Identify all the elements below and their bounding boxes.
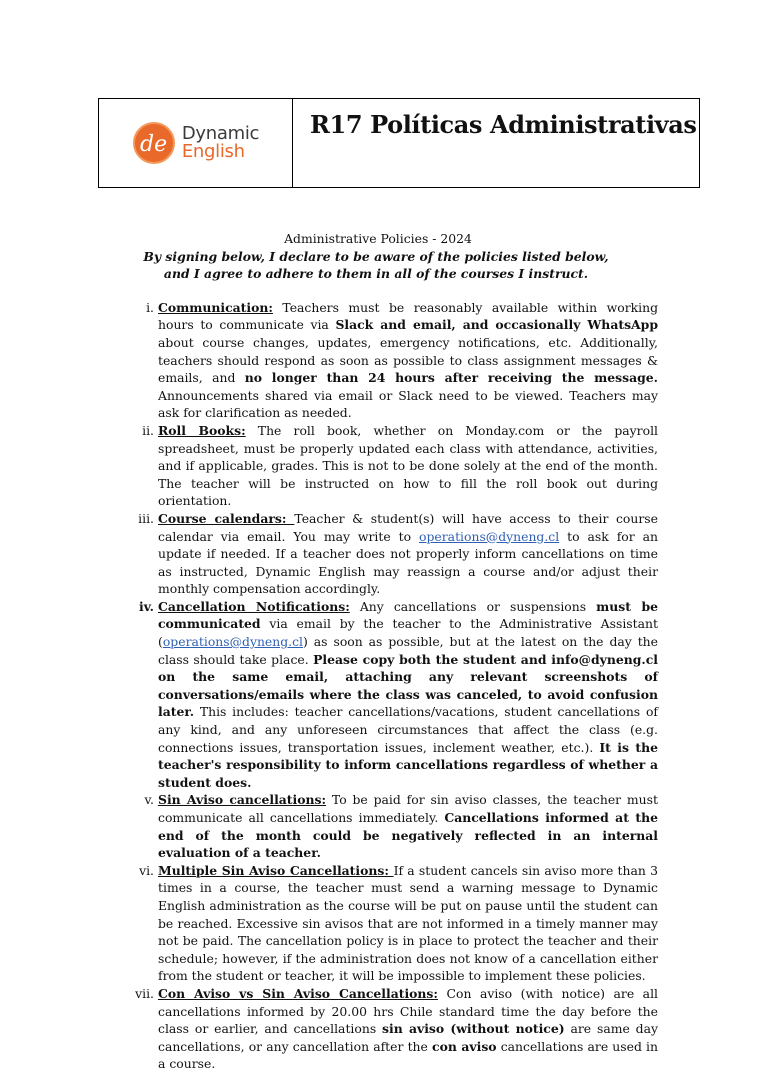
policy-text: This includes: teacher cancellations/vacations, student cancellations of any kind, and any unforeseen circumstances that affect the class (e.g. connections issues, transportation issues, inclement weather, etc.). — [158, 704, 658, 755]
policy-text: are same day cancellations, or any cancellation after the — [158, 1021, 658, 1054]
policy-title: Course calendars: — [158, 510, 295, 526]
policy-number: iii. — [138, 510, 154, 526]
policy-number: v. — [144, 792, 154, 808]
policy-number: vi. — [139, 862, 154, 878]
policy-emphasis: Please copy both the student and info@dyneng.cl on the same email, attaching any relevant screenshots of conversations/emails where the class was canceled, to avoid confusion later. — [158, 651, 658, 720]
page-title: R17 Políticas Administrativas — [310, 110, 697, 139]
policy-text: via email by the teacher to the Administrative Assistant ( — [158, 616, 658, 650]
policy-text: cancellations are used in a course. — [158, 1038, 659, 1072]
logo — [99, 99, 293, 187]
policy-emphasis: Cancellations informed at the end of the month could be negatively reflected in an internal evaluation of a teacher. — [158, 810, 658, 861]
policy-title: Sin Aviso cancellations: — [158, 792, 327, 808]
policy-item — [98, 985, 658, 1073]
policy-text: If a student cancels sin aviso more than 3 times in a course, the teacher must send a warning message to Dynamic English administration as the course will be put on pause until the student can be reached. Excessive sin avisos that are not informed in a timely manner may not be paid. The cancellation policy is in place to protect the teacher and their schedule; however, if the administration does not know of a cancellation either from the student or teacher, it will be impossible to implement these policies. — [158, 862, 658, 984]
policy-emphasis: no longer than 24 hours after receiving the message. — [244, 370, 658, 386]
policy-text: Teachers must be reasonably available within working hours to communicate via — [158, 299, 658, 333]
doc-intro: By signing below, I declare to be aware of the policies listed below, and I agree to adhere to them in all of the courses I instruct. — [143, 248, 609, 282]
policy-emphasis: It is the teacher's responsibility to inform cancellations regardless of whether a student does. — [158, 739, 659, 790]
email-link[interactable]: operations@dyneng.cl — [162, 634, 304, 650]
policy-title: Con Aviso vs Sin Aviso Cancellations: — [158, 985, 438, 1001]
policy-text: to ask for an update if needed. If a teacher does not properly inform cancellations on time as instructed, Dynamic English may reassign a course and/or adjust their monthly compensation accordingly. — [158, 528, 658, 597]
policy-number: vii. — [135, 985, 154, 1001]
document-header — [98, 98, 700, 188]
policy-text: Teacher & student(s) will have access to their course calendar via email. You may write to — [158, 510, 658, 544]
policy-title: Communication: — [158, 299, 273, 315]
doc-subtitle: Administrative Policies - 2024 — [284, 231, 472, 246]
document-body — [98, 230, 658, 1073]
policy-title: Multiple Sin Aviso Cancellations: — [158, 862, 394, 878]
policy-text: To be paid for sin aviso classes, the teacher must communicate all cancellations immediately. — [158, 792, 658, 825]
email-link[interactable]: operations@dyneng.cl — [419, 528, 560, 544]
title-cell — [293, 99, 699, 187]
policy-text: Con aviso (with notice) are all cancellations informed by 20.00 hrs Chile standard time the day before the class or earlier, and cancellations — [158, 985, 658, 1037]
policy-text: Announcements shared via email or Slack need to be viewed. Teachers may ask for clarification as needed. — [158, 387, 658, 421]
policy-item — [98, 791, 658, 861]
policy-item — [98, 299, 658, 422]
policy-emphasis: con aviso — [432, 1038, 497, 1054]
policy-text: ) as soon as possible, but at the latest on the day the class should take place. — [158, 634, 658, 667]
svg-text:de: de — [139, 132, 167, 157]
policy-number: iv. — [139, 598, 154, 614]
policy-item — [98, 422, 658, 510]
logo-word-dynamic: Dynamic — [181, 123, 260, 144]
policy-text: The roll book, whether on Monday.com or the payroll spreadsheet, must be properly updated each class with attendance, activities, and if applicable, grades. This is not to be done solely at the end of the month. The teacher will be instructed on how to fill the roll book out during orientation. — [158, 422, 658, 509]
policy-text: Any cancellations or suspensions — [349, 598, 597, 614]
policy-item — [98, 862, 658, 985]
dynamic-english-logo-icon — [132, 121, 176, 165]
policy-emphasis: sin aviso (without notice) — [382, 1021, 565, 1037]
policy-number: ii. — [142, 422, 154, 438]
policy-item — [98, 510, 658, 598]
logo-word-english: English — [181, 141, 245, 162]
policy-item — [98, 598, 658, 792]
policy-title: Roll Books: — [158, 422, 246, 438]
policy-emphasis: must be communicated — [158, 598, 658, 632]
policy-text: about course changes, updates, emergency notifications, etc. Additionally, teachers should respond as soon as possible to class assignment messages & emails, and — [158, 334, 658, 386]
policy-emphasis: Slack and email, and occasionally WhatsApp — [335, 317, 658, 333]
policy-number: i. — [146, 299, 154, 315]
policy-list — [98, 299, 658, 1073]
logo-wordmark — [182, 125, 259, 161]
policy-title: Cancellation Notifications: — [158, 598, 350, 614]
